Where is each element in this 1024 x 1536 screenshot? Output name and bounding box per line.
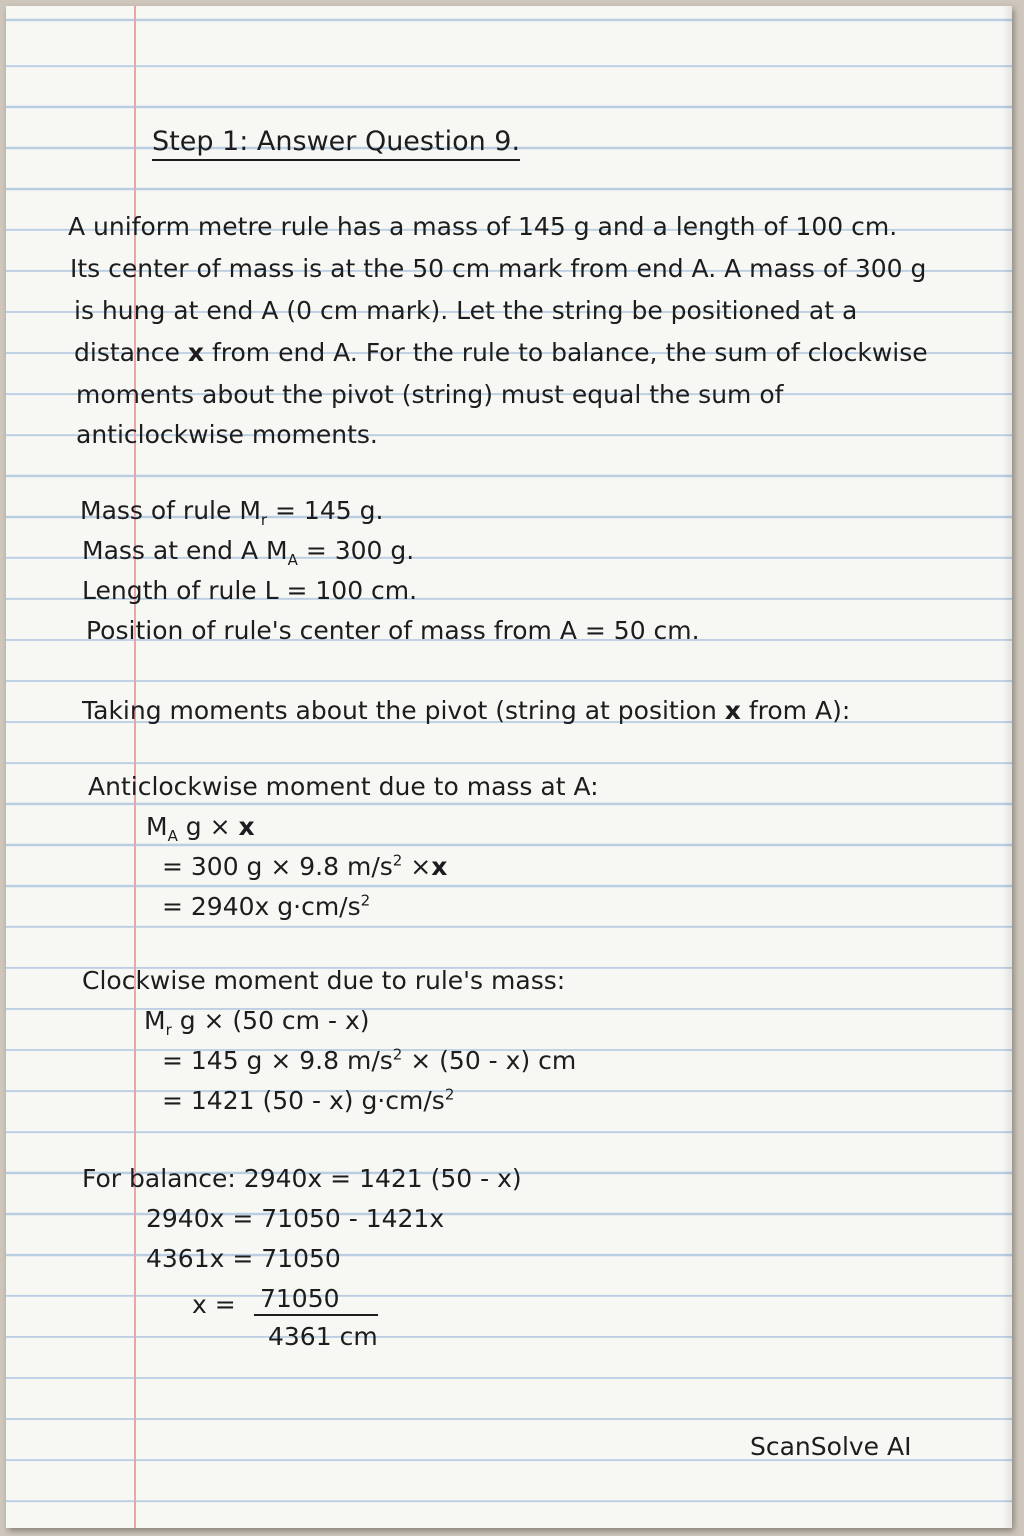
given-position: Position of rule's center of mass from A = 50 cm. (86, 616, 700, 645)
balance-step-2: 4361x = 71050 (146, 1244, 341, 1273)
anticlockwise-line-2-x: x (431, 852, 448, 881)
intro-line-2: Its center of mass is at the 50 cm mark from end A. A mass of 300 g (70, 254, 927, 283)
page-title: Step 1: Answer Question 9. (152, 128, 520, 161)
clockwise-line-1 (144, 1006, 370, 1039)
given-mass-end-value: = 300 g. (305, 536, 415, 565)
anticlockwise-line-2-times: × (410, 852, 432, 881)
anticlockwise-m: M (146, 812, 168, 841)
anticlockwise-line-3 (162, 891, 371, 921)
taking-moments-x: x (724, 696, 741, 725)
balance-step-1: 2940x = 71050 - 1421x (146, 1204, 445, 1233)
clockwise-line-1-rest: g × (50 cm - x) (179, 1006, 370, 1035)
intro-line-1: A uniform metre rule has a mass of 145 g and a length of 100 cm. (68, 212, 898, 241)
anticlockwise-x: x (238, 812, 255, 841)
footer-brand: ScanSolve AI (750, 1432, 912, 1461)
clockwise-line-2-rest: × (50 - x) cm (410, 1046, 577, 1075)
clockwise-heading: Clockwise moment due to rule's mass: (82, 966, 566, 995)
clockwise-line-3 (162, 1085, 455, 1115)
clockwise-m: M (144, 1006, 166, 1035)
anticlockwise-m-subscript: A (167, 827, 178, 845)
anticlockwise-line-3-text: = 2940x g·cm/s (162, 892, 361, 921)
taking-moments-prefix: Taking moments about the pivot (string at position (82, 696, 717, 725)
given-mass-end (82, 536, 415, 569)
intro-line-4-end: from end A. For the rule to balance, the sum of clockwise (211, 338, 928, 367)
given-length: Length of rule L = 100 cm. (82, 576, 418, 605)
clockwise-line-2 (162, 1045, 577, 1075)
page-edge (1002, 6, 1012, 1528)
clockwise-line-3-exponent: 2 (444, 1085, 455, 1104)
anticlockwise-heading: Anticlockwise moment due to mass at A: (88, 772, 599, 801)
given-mass-rule-value: = 145 g. (275, 496, 384, 525)
intro-line-6: anticlockwise moments. (76, 420, 378, 449)
intro-variable-x: x (187, 338, 205, 367)
taking-moments-suffix: from A): (748, 696, 851, 725)
intro-line-4 (74, 340, 928, 365)
solution-fraction (254, 1286, 378, 1349)
anticlockwise-line-2-exponent: 2 (392, 851, 403, 870)
anticlockwise-g-times: g × (185, 812, 231, 841)
clockwise-line-3-text: = 1421 (50 - x) g·cm/s (162, 1086, 445, 1115)
taking-moments-line (82, 698, 850, 723)
intro-line-5: moments about the pivot (string) must equal the sum of (76, 380, 784, 409)
given-mass-rule-subscript: r (260, 511, 268, 529)
anticlockwise-line-1 (146, 812, 255, 845)
clockwise-m-subscript: r (165, 1021, 172, 1039)
given-mass-end-label: Mass at end A M (82, 536, 288, 565)
clockwise-line-2-exponent: 2 (392, 1045, 403, 1064)
fraction-denominator: 4361 cm (268, 1322, 378, 1351)
clockwise-line-2-text: = 145 g × 9.8 m/s (162, 1046, 393, 1075)
intro-line-3: is hung at end A (0 cm mark). Let the string be positioned at a (74, 296, 858, 325)
solution-x-label: x = (192, 1290, 236, 1319)
intro-line-4-start: distance (74, 338, 180, 367)
given-mass-rule (80, 496, 384, 529)
notebook-page (6, 6, 1012, 1528)
anticlockwise-line-2 (162, 851, 448, 881)
given-mass-end-subscript: A (287, 551, 298, 569)
balance-equation: For balance: 2940x = 1421 (50 - x) (82, 1164, 522, 1193)
fraction-numerator: 71050 (254, 1286, 378, 1316)
anticlockwise-line-2-text: = 300 g × 9.8 m/s (162, 852, 393, 881)
anticlockwise-line-3-exponent: 2 (360, 891, 371, 910)
given-mass-rule-label: Mass of rule M (80, 496, 261, 525)
